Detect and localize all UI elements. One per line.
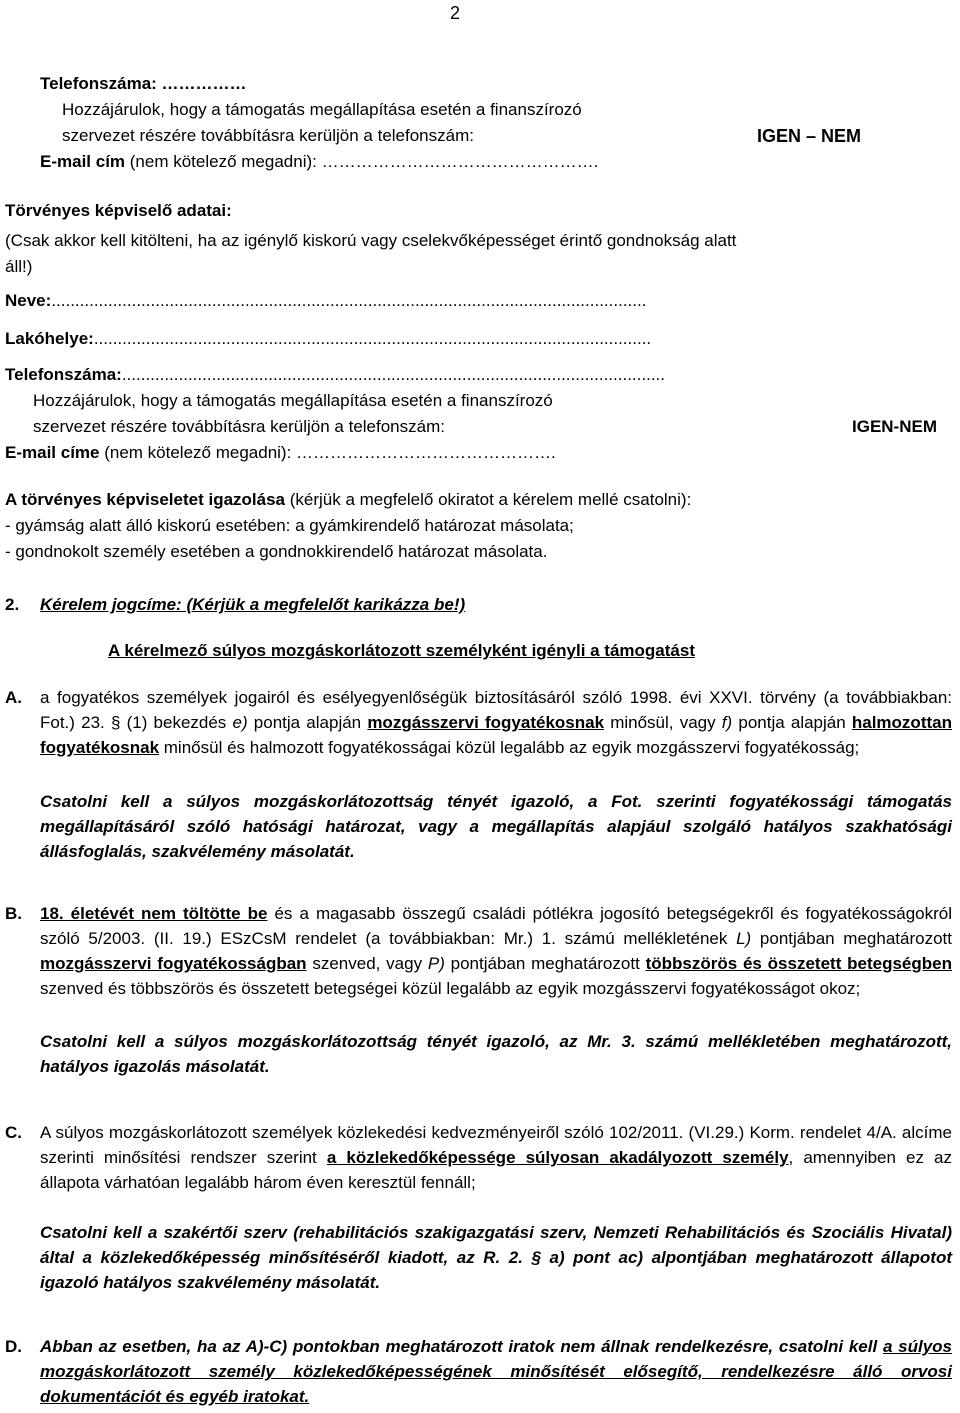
representative-email-row <box>5 442 556 464</box>
item-a-text-3: pontja alapján <box>247 713 368 732</box>
section-title: Kérelem jogcíme: (Kérjük a megfelelőt karikázza be!) <box>40 595 466 614</box>
representative-note-line2: áll!) <box>5 257 33 276</box>
item-a-text-1: a fogyatékos személyek jogairól és esélyegyenlőségük biztosításáról szóló 1998. évi XXVI. törvény (a továbbiakban: Fot.) 23. § (1) bekezdés <box>40 688 952 732</box>
representation-proof-bold: A törvényes képviseletet igazolása <box>5 490 286 509</box>
representative-email-field[interactable]: ………………………………………. <box>291 443 556 462</box>
item-d-letter[interactable]: D. <box>5 1337 22 1356</box>
item-b-mobility-disability: mozgásszervi fogyatékosságban <box>40 954 307 973</box>
item-c-letter[interactable]: C. <box>5 1123 22 1142</box>
item-d-medical-docs: a súlyos mozgáskorlátozott személy közlekedőképességének minősítését elősegítő, rendelkezésre álló orvosi dokumentációt és egyéb iratokat. <box>40 1337 952 1406</box>
item-b-letter[interactable]: B. <box>5 904 22 923</box>
item-b-text-6: szenved, vagy <box>306 954 428 973</box>
representative-consent-line2: szervezet részére továbbításra kerüljön a telefonszám: <box>33 417 445 436</box>
item-b-text-2: és a magasabb összegű családi pótlékra jogosító betegségekről és fogyatékosságokról szóló 5/2003. (II. 19.) ESzCsM rendelet (a továbbiakban: Mr.) 1. számú mellékletének <box>40 904 953 948</box>
representation-proof <box>5 489 691 511</box>
item-b-complex-illness: többszörös és összetett betegségben <box>645 954 952 973</box>
phone-label: Telefonszáma: …………… <box>40 74 247 93</box>
representative-note-line1: (Csak akkor kell kitölteni, ha az igénylő kiskorú vagy cselekvőképességet érintő gondnokság alatt <box>5 231 737 250</box>
item-a-attachment: Csatolni kell a súlyos mozgáskorlátozottság tényét igazoló, a Fot. szerinti fogyatékossági támogatás megállapításáról szóló hatósági határozat, vagy a megállapítás alapjául szolgáló hatályos szakhatósági állásfoglalás, szakvélemény másolatát. <box>40 792 952 861</box>
representative-name-row <box>5 290 646 312</box>
item-d-text-1: Abban az esetben, ha az A)-C) pontokban meghatározott iratok nem állnak rendelkezésre, csatolni kell <box>40 1337 883 1356</box>
email-note: (nem kötelező megadni): <box>125 152 317 171</box>
item-c-mobility-impaired: a közlekedőképessége súlyosan akadályozott személy <box>326 1148 789 1167</box>
item-b-attachment: Csatolni kell a súlyos mozgáskorlátozottság tényét igazoló, az Mr. 3. számú mellékletében meghatározott, hatályos igazolás másolatát. <box>40 1032 952 1076</box>
item-b-age: 18. életévét nem töltötte be <box>40 904 268 923</box>
item-a-text[interactable] <box>40 685 952 760</box>
item-b-point-p: P) <box>427 954 445 973</box>
item-b-text-10: szenved és többszörös és összetett betegségei közül legalább az egyik mozgásszervi fogyatékosságot okoz; <box>40 979 861 998</box>
section-number: 2. <box>5 595 20 614</box>
item-c-text-1: A súlyos mozgáskorlátozott személyek közlekedési kedvezményeiről szóló 102/2011. (VI.29.) Korm. rendelet 4/A. alcíme szerinti minősítési rendszer szerint <box>40 1123 952 1167</box>
item-c-text-3: , amennyiben ez az állapota várhatóan legalább három éven keresztül fennáll; <box>40 1148 952 1192</box>
item-a-multiple-disabled: halmozottan fogyatékosnak <box>40 713 952 757</box>
item-c-text[interactable] <box>40 1120 952 1195</box>
item-b-text-4: pontjában meghatározott <box>751 929 952 948</box>
representative-address-label: Lakóhelye: <box>5 329 94 348</box>
representative-phone-row <box>5 364 665 386</box>
representative-name-label: Neve: <box>5 291 52 310</box>
phone-consent-line2: szervezet részére továbbításra kerüljön a telefonszám: <box>62 126 474 145</box>
phone-consent-answer[interactable]: IGEN – NEM <box>757 126 862 146</box>
representative-address-row <box>5 328 651 350</box>
page-number: 2 <box>450 3 461 23</box>
representative-email-note: (nem kötelező megadni): <box>99 443 292 462</box>
representative-consent-answer[interactable]: IGEN-NEM <box>852 417 937 436</box>
representative-name-field[interactable]: .............................................................................................................................. <box>51 291 647 310</box>
item-a-letter[interactable]: A. <box>5 688 22 707</box>
item-b-text[interactable] <box>40 901 952 1001</box>
email-row <box>40 151 598 173</box>
proof-item-conservatorship: - gondnokolt személy esetében a gondnokkirendelő határozat másolata. <box>5 542 548 561</box>
representative-phone-label: Telefonszáma: <box>5 365 122 384</box>
representative-email-label: E-mail címe <box>5 443 100 462</box>
item-a-point-e: e) <box>232 713 248 732</box>
item-b-point-l: L) <box>736 929 752 948</box>
item-b-text-8: pontjában meghatározott <box>444 954 646 973</box>
item-c-attachment: Csatolni kell a szakértői szerv (rehabilitációs szakigazgatási szerv, Nemzeti Rehabilitációs és Szociális Hivatal) által a közlekedőképesség minősítéséről kiadott, az R. 2. § a) pont ac) alpontjában meghatározott állapotot igazoló hatályos szakvélemény másolatát. <box>40 1223 952 1292</box>
item-a-mobility-disabled: mozgásszervi fogyatékosnak <box>367 713 605 732</box>
item-a-text-5: minősül, vagy <box>604 713 722 732</box>
representative-consent-line1: Hozzájárulok, hogy a támogatás megállapítása esetén a finanszírozó <box>33 391 553 410</box>
phone-consent-line1: Hozzájárulok, hogy a támogatás megállapítása esetén a finanszírozó <box>62 100 582 119</box>
item-d-text[interactable] <box>40 1334 952 1409</box>
representation-proof-rest: (kérjük a megfelelő okiratot a kérelem mellé csatolni): <box>285 490 692 509</box>
item-a-point-f: f) <box>721 713 733 732</box>
section-subtitle: A kérelmező súlyos mozgáskorlátozott személyként igényli a támogatást <box>108 641 695 660</box>
representative-title: Törvényes képviselő adatai: <box>5 201 232 220</box>
email-label: E-mail cím <box>40 152 126 171</box>
item-a-text-7: pontja alapján <box>732 713 852 732</box>
email-dots[interactable]: …………………………………………. <box>316 152 599 171</box>
representative-address-field[interactable]: ...................................................................................................................... <box>93 329 652 348</box>
proof-item-guardianship: - gyámság alatt álló kiskorú esetében: a gyámkirendelő határozat másolata; <box>5 516 574 535</box>
item-a-text-9: minősül és halmozott fogyatékosságai közül legalább az egyik mozgásszervi fogyatékosság; <box>159 738 860 757</box>
representative-phone-field[interactable]: ................................................................................................................... <box>121 365 665 384</box>
